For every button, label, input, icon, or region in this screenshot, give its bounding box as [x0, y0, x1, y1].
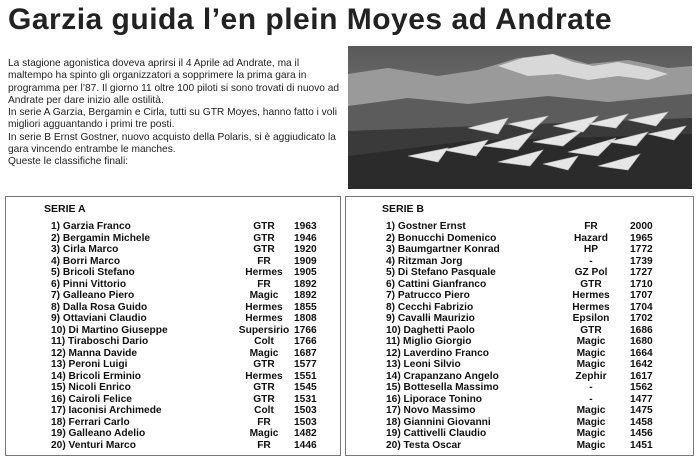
wing-model: Hermes [245, 267, 283, 278]
points: 1766 [294, 324, 317, 336]
wing-model: FR [257, 278, 271, 290]
article-title: Garzia guida l’en plein Moyes ad Andrate [8, 3, 613, 36]
wing-model: GTR [253, 382, 275, 393]
pilot-name: 14) Crapanzano Angelo [386, 370, 499, 382]
pilot-name: 7) Patrucco Piero [386, 290, 470, 301]
wing-model: FR [257, 416, 271, 428]
pilot-name: 5) Di Stefano Pasquale [386, 267, 496, 278]
points: 1458 [630, 416, 653, 428]
pilot-name: 5) Bricoli Stefano [51, 267, 135, 278]
points: 1446 [294, 439, 317, 451]
pilot-name: 12) Manna Davide [51, 347, 138, 359]
wing-model: Magic [576, 439, 606, 451]
pilot-name: 8) Dalla Rosa Guido [51, 301, 148, 313]
wing-model: HP [583, 244, 599, 255]
pilot-name: 6) Cattini Gianfranco [386, 278, 487, 290]
wing-model: Magic [576, 405, 606, 416]
wing-model: GTR [253, 359, 275, 370]
table-row [346, 394, 693, 406]
wing-model: Hermes [572, 301, 610, 313]
table-row [6, 290, 340, 302]
points: 1710 [630, 278, 653, 290]
points: 1642 [630, 359, 653, 370]
wing-model: Magic [576, 416, 606, 428]
wing-model: GTR [253, 244, 275, 255]
wing-model: GTR [580, 278, 602, 290]
table-row [6, 348, 340, 360]
wing-model: GTR [253, 221, 275, 232]
table-row [6, 279, 340, 291]
wing-model: - [589, 382, 593, 393]
points: 1963 [294, 221, 317, 232]
pilot-name: 1) Garzia Franco [51, 221, 131, 232]
table-row [346, 267, 693, 279]
table-row [6, 394, 340, 406]
wing-model: Hermes [245, 313, 283, 324]
points: 1577 [294, 359, 317, 370]
wing-model: Magic [249, 290, 279, 301]
table-row [346, 233, 693, 245]
pilot-name: 9) Ottaviani Claudio [51, 313, 147, 324]
table-row [6, 233, 340, 245]
table-row [346, 405, 693, 417]
points: 1739 [630, 255, 653, 267]
pilot-name: 13) Leoni Silvio [386, 359, 461, 370]
pilot-name: 1) Gostner Ernst [386, 221, 466, 232]
points: 1531 [294, 393, 317, 405]
pilot-name: 3) Cirla Marco [51, 244, 119, 255]
pilot-name: 10) Daghetti Paolo [386, 324, 475, 336]
wing-model: Magic [576, 347, 606, 359]
table-row [346, 371, 693, 383]
points: 1503 [294, 405, 317, 416]
table-row [346, 279, 693, 291]
points: 1702 [630, 313, 653, 324]
points: 1477 [630, 393, 653, 405]
table-row [346, 221, 693, 233]
points: 1664 [630, 347, 653, 359]
points: 1687 [294, 347, 317, 359]
pilot-name: 15) Nicoli Enrico [51, 382, 131, 393]
points: 1545 [294, 382, 317, 393]
wing-model: Supersirio [238, 324, 290, 336]
pilot-name: 17) Iaconisi Archimede [51, 405, 162, 416]
pilot-name: 9) Cavalli Maurizio [386, 313, 475, 324]
wing-model: Magic [576, 359, 606, 370]
wing-model: Magic [576, 428, 606, 439]
wing-model: FR [584, 221, 598, 232]
table-row [346, 336, 693, 348]
wing-model: Hazard [574, 232, 608, 244]
wing-model: Epsilon [572, 313, 610, 324]
series-b-table [345, 196, 694, 456]
wing-model: Hermes [572, 290, 610, 301]
wing-model: Colt [254, 405, 274, 416]
table-row [6, 371, 340, 383]
table-row [346, 290, 693, 302]
pilot-name: 20) Testa Oscar [386, 439, 462, 451]
table-row [346, 417, 693, 429]
table-row [346, 325, 693, 337]
wing-model: GTR [253, 232, 275, 244]
wing-model: Colt [254, 336, 274, 347]
wing-model: GTR [580, 324, 602, 336]
pilot-name: 18) Ferrari Carlo [51, 416, 130, 428]
table-row [6, 417, 340, 429]
points: 1909 [294, 255, 317, 267]
pilot-name: 11) Tiraboschi Dario [51, 336, 149, 347]
table-row [346, 359, 693, 371]
table-row [6, 428, 340, 440]
table-row [346, 313, 693, 325]
table-row [346, 244, 693, 256]
article-intro [8, 58, 340, 169]
points: 1808 [294, 313, 317, 324]
points: 1551 [294, 370, 317, 382]
table-row [6, 405, 340, 417]
points: 1503 [294, 416, 317, 428]
points: 1965 [630, 232, 653, 244]
table-row [6, 313, 340, 325]
pilot-name: 6) Pinni Vittorio [51, 278, 127, 290]
table-row [346, 256, 693, 268]
pilot-name: 2) Bonucchi Domenico [386, 232, 497, 244]
intro-paragraph-4: Queste le classifiche finali: [8, 156, 129, 168]
points: 1772 [630, 244, 653, 255]
wing-model: GTR [253, 393, 275, 405]
points: 1766 [294, 336, 317, 347]
wing-model: GZ Pol [574, 267, 608, 278]
pilot-name: 10) Di Martino Giuseppe [51, 324, 168, 336]
pilot-name: 2) Bergamin Michele [51, 232, 151, 244]
points: 1855 [294, 301, 317, 313]
points: 1905 [294, 267, 317, 278]
wing-model: FR [257, 255, 271, 267]
series-b-heading: SERIE B [382, 203, 425, 215]
table-row [6, 359, 340, 371]
points: 1475 [630, 405, 653, 416]
pilot-name: 15) Bottesella Massimo [386, 382, 499, 393]
pilot-name: 13) Peroni Luigi [51, 359, 128, 370]
points: 2000 [630, 221, 653, 232]
wing-model: FR [257, 439, 271, 451]
table-row [346, 440, 693, 452]
table-row [346, 382, 693, 394]
pilot-name: 4) Ritzman Jorg [386, 255, 463, 267]
points: 1946 [294, 232, 317, 244]
points: 1704 [630, 301, 653, 313]
pilot-name: 4) Borri Marco [51, 255, 121, 267]
wing-model: - [589, 255, 593, 267]
points: 1617 [630, 370, 653, 382]
table-row [346, 302, 693, 314]
series-a-rows [6, 221, 340, 451]
pilot-name: 12) Laverdino Franco [386, 347, 490, 359]
table-row [6, 336, 340, 348]
points: 1562 [630, 382, 653, 393]
pilot-name: 11) Miglio Giorgio [386, 336, 472, 347]
table-row [6, 382, 340, 394]
points: 1680 [630, 336, 653, 347]
points: 1686 [630, 324, 653, 336]
hang-gliders-photo [348, 46, 692, 189]
wing-model: - [589, 393, 593, 405]
pilot-name: 19) Galleano Adelio [51, 428, 146, 439]
pilot-name: 3) Baumgartner Konrad [386, 244, 500, 255]
series-a-heading: SERIE A [44, 203, 86, 215]
intro-paragraph-2: In serie A Garzia, Bergamin e Cirla, tutti su GTR Moyes, hanno fatto i voli migliori agguantando i primi tre posti. [8, 107, 337, 131]
intro-paragraph-3: In serie B Ernst Gostner, nuovo acquisto della Polaris, si è aggiudicato la gara vincendo entrambe le manches. [8, 131, 336, 156]
table-row [346, 428, 693, 440]
pilot-name: 20) Venturi Marco [51, 439, 136, 451]
table-row [6, 244, 340, 256]
series-b-rows [346, 221, 693, 451]
intro-paragraph-1: La stagione agonistica doveva aprirsi il 4 Aprile ad Andrate, ma il maltempo ha spinto gli organizzatori a sopprimere la prima gara in programma per l’87. Il giorno 11 oltre 100 piloti si sono trovati di nuovo ad Andrate per dare inizio alle ostilità. [8, 58, 340, 106]
wing-model: Hermes [245, 370, 283, 382]
wing-model: Magic [249, 428, 279, 439]
pilot-name: 16) Cairoli Felice [51, 393, 132, 405]
points: 1727 [630, 267, 653, 278]
points: 1892 [294, 290, 317, 301]
table-row [6, 267, 340, 279]
pilot-name: 8) Cecchi Fabrizio [386, 301, 474, 313]
pilot-name: 18) Giannini Giovanni [386, 416, 491, 428]
pilot-name: 17) Novo Massimo [386, 405, 476, 416]
table-row [6, 221, 340, 233]
pilot-name: 19) Cattivelli Claudio [386, 428, 487, 439]
series-a-table [5, 196, 341, 456]
points: 1892 [294, 278, 317, 290]
wing-model: Zephir [575, 370, 607, 382]
points: 1920 [294, 244, 317, 255]
points: 1482 [294, 428, 317, 439]
wing-model: Magic [576, 336, 606, 347]
table-row [6, 325, 340, 337]
table-row [6, 440, 340, 452]
table-row [6, 302, 340, 314]
wing-model: Magic [249, 347, 279, 359]
points: 1456 [630, 428, 653, 439]
wing-model: Hermes [245, 301, 283, 313]
table-row [346, 348, 693, 360]
pilot-name: 14) Bricoli Erminio [51, 370, 142, 382]
table-row [6, 256, 340, 268]
pilot-name: 7) Galleano Piero [51, 290, 135, 301]
pilot-name: 16) Liporace Tonino [386, 393, 483, 405]
points: 1707 [630, 290, 653, 301]
points: 1451 [630, 439, 653, 451]
